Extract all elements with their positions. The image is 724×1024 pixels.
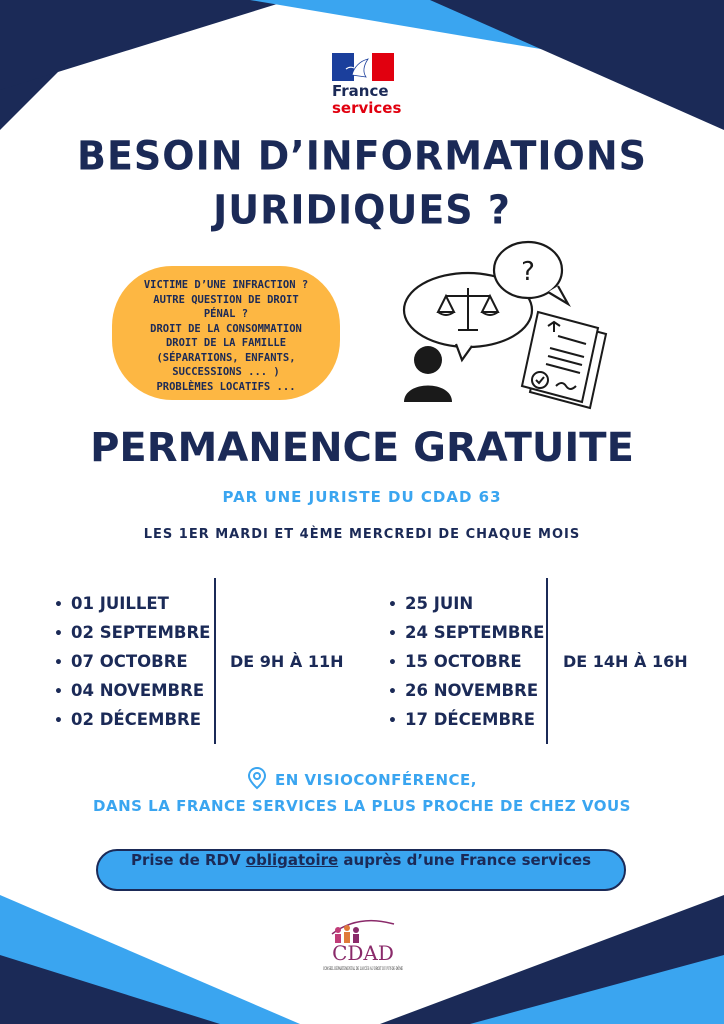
list-item: • 17 DÉCEMBRE xyxy=(388,705,544,734)
list-item: • 25 JUIN xyxy=(388,589,544,618)
location-pin-icon xyxy=(247,766,267,790)
page-title-line1: BESOIN D’INFORMATIONS xyxy=(76,132,647,180)
morning-time: DE 9H À 11H xyxy=(230,652,344,671)
divider xyxy=(546,578,548,744)
legal-document-icon xyxy=(522,312,606,408)
list-item: • 01 JUILLET xyxy=(54,589,210,618)
topics-pill xyxy=(112,266,340,400)
list-item: • 07 OCTOBRE xyxy=(54,647,210,676)
rdv-text-after: auprès d’une France services xyxy=(338,851,592,869)
person-icon xyxy=(404,346,452,402)
list-item: • 02 SEPTEMBRE xyxy=(54,618,210,647)
afternoon-dates-list xyxy=(388,589,544,734)
list-item: • 26 NOVEMBRE xyxy=(388,676,544,705)
divider xyxy=(214,578,216,744)
list-item: • 04 NOVEMBRE xyxy=(54,676,210,705)
cdad-logo xyxy=(318,910,482,1010)
cdad-name: CDAD xyxy=(332,941,394,965)
list-item: • 24 SEPTEMBRE xyxy=(388,618,544,647)
cdad-subtitle: CONSEIL DÉPARTEMENTAL DE L’ACCÈS AU DROIT DU PUY-DE-DÔME xyxy=(323,967,482,972)
appointment-banner xyxy=(96,849,626,891)
page-title-line2: JURIDIQUES ? xyxy=(213,186,511,234)
jurist-subtitle: PAR UNE JURISTE DU CDAD 63 xyxy=(222,488,502,506)
permanence-heading: PERMANENCE GRATUITE xyxy=(90,425,634,471)
legal-consultation-illustration xyxy=(398,236,618,416)
question-mark-text: ? xyxy=(521,257,535,287)
rdv-text-underlined: obligatoire xyxy=(245,851,339,869)
afternoon-time: DE 14H À 16H xyxy=(563,652,688,671)
schedule-note: LES 1ER MARDI ET 4ÈME MERCREDI DE CHAQUE MOIS xyxy=(143,527,581,542)
visio-line1 xyxy=(40,766,684,790)
list-item: • 02 DÉCEMBRE xyxy=(54,705,210,734)
visio-line2: DANS LA FRANCE SERVICES LA PLUS PROCHE DE CHEZ VOUS xyxy=(93,797,631,815)
marianne-flag-icon xyxy=(332,53,394,81)
list-item: • 15 OCTOBRE xyxy=(388,647,544,676)
logo-text-services: services xyxy=(332,99,402,117)
visio-text: EN VISIOCONFÉRENCE, xyxy=(275,771,477,789)
logo-text-france: France xyxy=(332,82,389,100)
rdv-text-before: Prise de RDV xyxy=(130,851,246,869)
morning-dates-list xyxy=(54,589,210,734)
france-services-logo xyxy=(322,48,402,118)
topics-text: VICTIME D’UNE INFRACTION ? AUTRE QUESTION DE DROIT PÉNAL ? DROIT DE LA CONSOMMATION DROIT DE LA FAMILLE (SÉPARATIONS, ENFANTS, SUCCESSIONS ... ) PROBLÈMES LOCATIFS ... xyxy=(143,279,309,393)
